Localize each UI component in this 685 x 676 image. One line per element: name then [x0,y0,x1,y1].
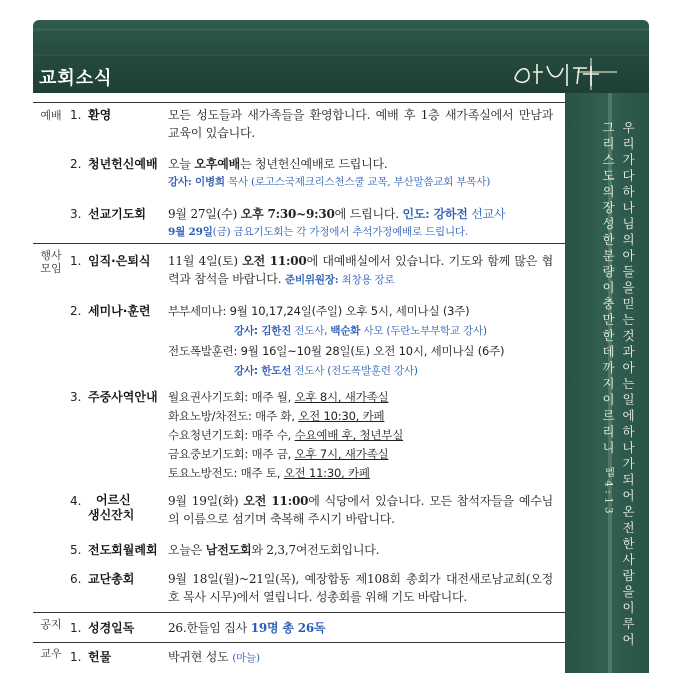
item-number: 2. [70,304,82,318]
item-title-welcome: 환영 [88,108,112,122]
category-events: 행사 모임 [40,249,62,275]
item-title-seminar: 세미나·훈련 [88,304,151,318]
item-title-district: 전도회월례회 [88,543,158,557]
item-title-assembly: 교단총회 [88,572,135,586]
item-number: 3. [70,390,82,404]
verse-sidebar [565,93,649,673]
item-text-seminar: 부부세미나: 9월 10,17,24일(주일) 오후 5시, 세미나실 (3주) 강사: 김한진 전도사, 백순화 사모 (두란노부부학교 강사) 전도폭발훈련: 9월 16일~10월 28일(토) 오전 10시, 세미나실 (6주) 강사: 한도선 전도사 (전도폭발훈련 강사) [168,304,505,377]
item-title-ministries: 주중사역안내 [88,390,158,404]
item-number: 1. [70,254,82,268]
list-item: 토요노방전도: 매주 토, 오전 11:30, 카페 [168,466,370,480]
category-fellowship: 교우 [40,647,62,660]
item-text-assembly: 9월 18일(월)~21일(목), 예장합동 제108회 총회가 대전새로남교회(오정호 목사 시무)에서 열립니다. 성총회를 위해 기도 바랍니다. [168,572,553,604]
item-title-offering: 헌물 [88,650,112,664]
ministries-list [168,388,553,483]
item-number: 4. [70,494,82,508]
item-text-offering: 박귀현 성도 (마늘) [168,650,260,664]
header-banner [33,20,649,93]
item-text-retirement: 11월 4일(토) 오전 11:00에 대예배실에서 있습니다. 기도와 함께 많은 협력과 참석을 바랍니다. 준비위원장: 최창용 장로 [168,254,553,286]
divider [33,612,565,613]
divider [33,243,565,244]
item-title-mission-prayer: 선교기도회 [88,207,146,221]
divider [33,642,565,643]
logo-icon [507,56,627,90]
page-title: 교회소식 [39,68,113,89]
list-item: 수요청년기도회: 매주 수, 수요예배 후, 청년부실 [168,428,404,442]
list-item: 화요노방/차전도: 매주 화, 오전 10:30, 카페 [168,409,385,423]
item-text-district: 오늘은 남전도회와 2,3,7여전도회입니다. [168,543,380,557]
item-text-welcome: 모든 성도들과 새가족들을 환영합니다. 예배 후 1층 새가족실에서 만남과 교육이 있습니다. [168,108,553,140]
item-number: 1. [70,621,82,635]
item-title-retirement: 임직·은퇴식 [88,254,151,268]
item-number: 6. [70,572,82,586]
divider [33,102,565,103]
verse-text-line1: 우리가다하나님의아들을믿는것과아는일에하나가되어온전한사람을이루어 [620,121,636,649]
item-title-youth: 청년헌신예배 [88,157,158,171]
item-text-elders-feast: 9월 19일(화) 오전 11:00에 식당에서 있습니다. 모든 참석자들을 예수님의 이름으로 섬기며 축복해 주시기 바랍니다. [168,494,553,526]
list-item: 금요중보기도회: 매주 금, 오후 7시, 새가족실 [168,447,389,461]
item-text-mission-prayer: 9월 27일(수) 오후 7:30~9:30에 드립니다. 인도: 강하전 선교사 9월 29일(금) 금요기도회는 각 가정에서 추석가정예배로 드립니다. [168,207,506,238]
item-text-youth: 오늘 오후예배는 청년헌신예배로 드립니다. 강사: 이병희 목사 (로고스국제크리스천스쿨 교목, 부산말씀교회 부목사) [168,157,491,188]
item-text-bible-reading: 26.한들임 집사 19명 총 26독 [168,621,326,635]
header-streak [33,28,649,31]
item-number: 2. [70,157,82,171]
category-notice: 공지 [40,618,62,631]
verse-text-line2: 그리스도의장성한분량이충만한데까지이르리니엡4:13 [600,121,616,517]
item-title-elders-feast: 어르신 생신잔치 [88,493,135,522]
item-number: 1. [70,650,82,664]
item-number: 5. [70,543,82,557]
list-item: 월요권사기도회: 매주 월, 오후 8시, 새가족실 [168,390,389,404]
category-worship: 예배 [40,109,62,122]
item-number: 1. [70,108,82,122]
item-number: 3. [70,207,82,221]
item-title-bible-reading: 성경일독 [88,621,135,635]
